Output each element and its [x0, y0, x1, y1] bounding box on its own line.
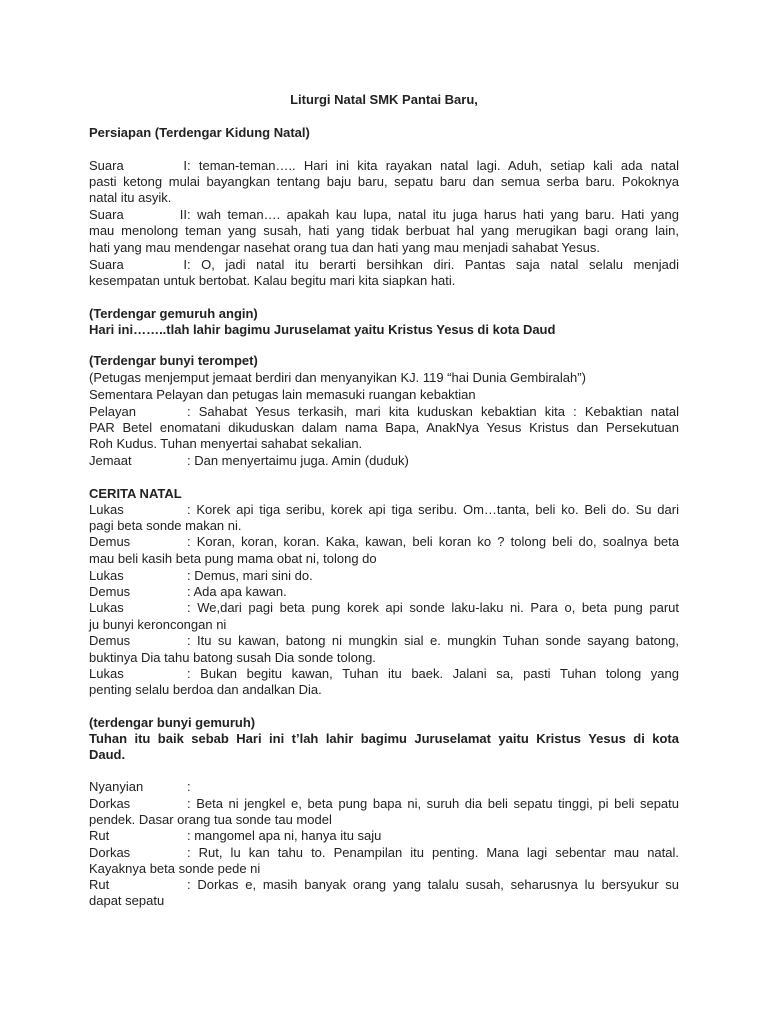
- persiapan-note: (Terdengar Kidung Natal): [154, 125, 310, 140]
- paragraph-line: hati yang mau mendengar nasehat orang tua dan hati yang mau menjadi sahabat Yesus.: [89, 240, 600, 255]
- dialogue-line: [89, 568, 679, 584]
- speaker-name: Lukas: [89, 600, 124, 615]
- speaker-name: Suara I: [89, 257, 187, 272]
- dialogue-text: :: [187, 779, 191, 794]
- dialogue-text: : Demus, mari sini do.: [187, 568, 313, 583]
- paragraph-line: buktinya Dia tahu batong susah Dia sonde tolong.: [89, 650, 376, 665]
- dialogue-text: : Sahabat Yesus terkasih, mari kita kuduskan kebaktian kita : Kebaktian natal: [187, 404, 679, 419]
- announcement-line: Tuhan itu baik sebab Hari ini t’lah lahir bagimu Juruselamat yaitu Kristus Yesus di kota: [89, 731, 679, 746]
- dialogue-line: [89, 584, 679, 600]
- dialogue-line: [89, 502, 679, 518]
- dialogue-line: [89, 257, 679, 273]
- speaker-name: Suara II: [89, 207, 187, 222]
- speaker-name: Jemaat: [89, 453, 132, 468]
- paragraph-line: mau beli kasih beta pung mama obat ni, tolong do: [89, 551, 377, 566]
- speaker-name: Suara I: [89, 158, 187, 173]
- speaker-name: Dorkas: [89, 845, 131, 860]
- section-heading: CERITA NATAL: [89, 486, 182, 501]
- dialogue-line: [89, 796, 679, 812]
- dialogue-text: : wah teman…. apakah kau lupa, natal itu juga harus hati yang baru. Hati yang: [187, 207, 679, 222]
- dialogue-text: : Koran, koran, koran. Kaka, kawan, beli koran ko ? tolong beli do, soalnya beta: [187, 534, 679, 549]
- dialogue-text: : Ada apa kawan.: [187, 584, 287, 599]
- dialogue-text: : Beta ni jengkel e, beta pung bapa ni, suruh dia beli sepatu tinggi, pi beli sepatu: [187, 796, 679, 811]
- speaker-name: Lukas: [89, 666, 124, 681]
- persiapan-heading: [89, 125, 679, 141]
- dialogue-text: : Dan menyertaimu juga. Amin (duduk): [187, 453, 409, 468]
- paragraph-line: (Petugas menjemput jemaat berdiri dan menyanyikan KJ. 119 “hai Dunia Gembiralah”): [89, 370, 586, 385]
- speaker-name: Rut: [89, 877, 110, 892]
- paragraph-line: dapat sepatu: [89, 893, 165, 908]
- speaker-name: Demus: [89, 534, 131, 549]
- paragraph-line: pasti ketong mulai bayangkan tentang baju baru, sepatu baru dan semua serba baru. Pokoknya: [89, 174, 679, 189]
- dialogue-line: [89, 779, 679, 795]
- dialogue-line: [89, 453, 679, 469]
- document-title: Liturgi Natal SMK Pantai Baru,: [290, 92, 478, 107]
- dialogue-line: [89, 828, 679, 844]
- speaker-name: Dorkas: [89, 796, 131, 811]
- speaker-name: Rut: [89, 828, 110, 843]
- dialogue-text: : Bukan begitu kawan, Tuhan itu baek. Jalani sa, pasti Tuhan tolong yang: [187, 666, 679, 681]
- stage-direction-heading: (Terdengar gemuruh angin): [89, 306, 258, 321]
- stage-direction-heading: (Terdengar bunyi terompet): [89, 353, 258, 368]
- paragraph-line: penting selalu berdoa dan andalkan Dia.: [89, 682, 322, 697]
- dialogue-text: : Korek api tiga seribu, korek api tiga seribu. Om…tanta, beli ko. Beli do. Su dari: [187, 502, 679, 517]
- dialogue-line: [89, 600, 679, 616]
- paragraph-line: Kayaknya beta sonde pede ni: [89, 861, 261, 876]
- speaker-name: Demus: [89, 584, 131, 599]
- dialogue-line: [89, 845, 679, 861]
- paragraph-line: Sementara Pelayan dan petugas lain memasuki ruangan kebaktian: [89, 387, 476, 402]
- dialogue-line: [89, 534, 679, 550]
- dialogue-text: : Itu su kawan, batong ni mungkin sial e. mungkin Tuhan sonde sayang batong,: [187, 633, 679, 648]
- paragraph-line: Roh Kudus. Tuhan menyertai sahabat sekalian.: [89, 436, 363, 451]
- dialogue-line: [89, 633, 679, 649]
- paragraph-line: natal itu asyik.: [89, 190, 172, 205]
- speaker-name: Lukas: [89, 568, 124, 583]
- dialogue-text: : mangomel apa ni, hanya itu saju: [187, 828, 382, 843]
- dialogue-line: [89, 207, 679, 223]
- dialogue-text: : Rut, lu kan tahu to. Penampilan itu penting. Mana lagi sebentar mau natal.: [187, 845, 679, 860]
- speaker-name: Lukas: [89, 502, 124, 517]
- paragraph-line: kesempatan untuk bertobat. Kalau begitu mari kita siapkan hati.: [89, 273, 456, 288]
- dialogue-text: : Dorkas e, masih banyak orang yang talalu susah, seharusnya lu bersyukur su: [187, 877, 679, 892]
- paragraph-line: ju bunyi keroncongan ni: [89, 617, 227, 632]
- paragraph-line: pagi beta sonde makan ni.: [89, 518, 242, 533]
- speaker-name: Demus: [89, 633, 131, 648]
- persiapan-label: Persiapan: [89, 125, 152, 140]
- dialogue-line: [89, 404, 679, 420]
- paragraph-line: pendek. Dasar orang tua sonde tau model: [89, 812, 332, 827]
- dialogue-line: [89, 158, 679, 174]
- dialogue-line: [89, 877, 679, 893]
- speaker-name: Pelayan: [89, 404, 136, 419]
- stage-direction-heading: (terdengar bunyi gemuruh): [89, 715, 256, 730]
- paragraph-line: PAR Betel enomatani dikuduskan dalam nama Bapa, AnakNya Yesus Kristus dan Persekutuan: [89, 420, 679, 435]
- dialogue-text: : teman-teman….. Hari ini kita rayakan natal lagi. Aduh, setiap kali ada natal: [187, 158, 679, 173]
- paragraph-line: mau menolong teman yang susah, hati yang tidak berbuat hal yang merugikan bagi orang lain,: [89, 223, 679, 238]
- announcement-line: Daud.: [89, 747, 126, 762]
- announcement-line: Hari ini……..tlah lahir bagimu Juruselamat yaitu Kristus Yesus di kota Daud: [89, 322, 556, 337]
- speaker-name: Nyanyian: [89, 779, 144, 794]
- dialogue-line: [89, 666, 679, 682]
- dialogue-text: : O, jadi natal itu berarti bersihkan diri. Pantas saja natal selalu menjadi: [187, 257, 679, 272]
- dialogue-text: : We,dari pagi beta pung korek api sonde laku-laku ni. Para o, beta pung parut: [187, 600, 679, 615]
